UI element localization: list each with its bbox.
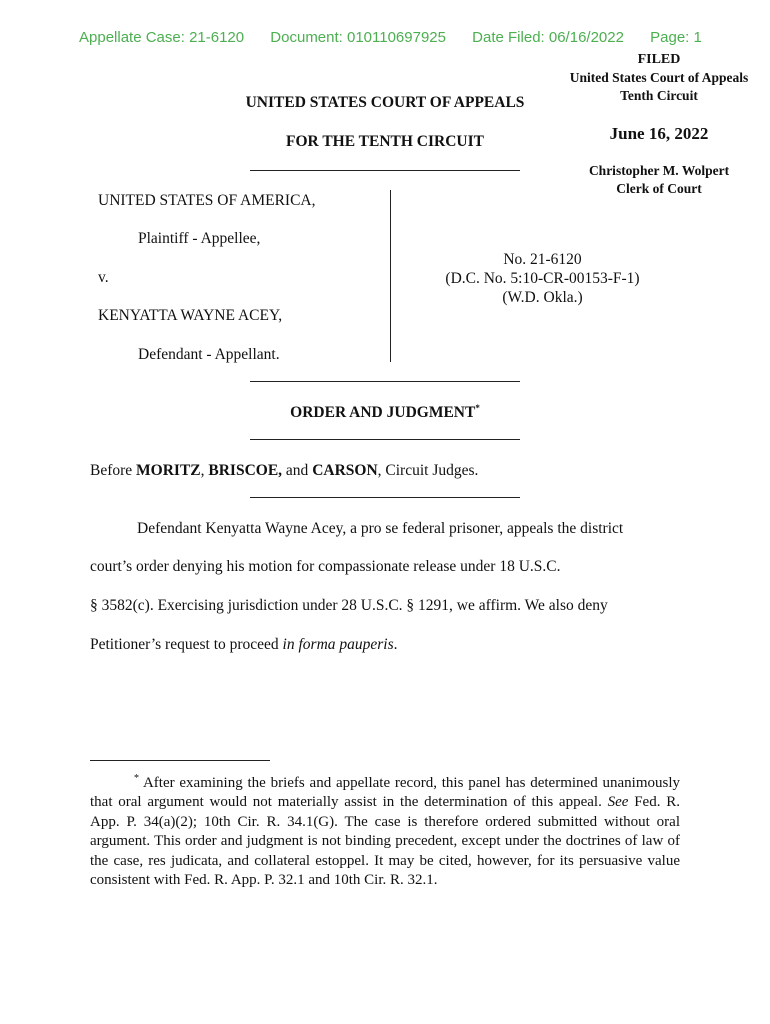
clerk-name: Christopher M. Wolpert [588, 163, 730, 178]
court-circuit: FOR THE TENTH CIRCUIT [286, 133, 484, 150]
footnote-marker: * [134, 773, 139, 784]
district-case-number: (D.C. No. 5:10-CR-00153-F-1) [445, 270, 640, 287]
defendant-name: KENYATTA WAYNE ACEY, [98, 307, 283, 324]
footnote-text-a: After examining the briefs and appellate record, this panel has determined unanimously that oral argument would not materially assist in the determination of this appeal. [90, 775, 680, 811]
footnote-rule [90, 760, 270, 761]
panel-before: Before [90, 462, 137, 479]
clerk-title: Clerk of Court [616, 181, 702, 196]
document-title-text: ORDER AND JUDGMENT [290, 404, 476, 422]
district-court: (W.D. Okla.) [502, 289, 583, 306]
filed-circuit: Tenth Circuit [620, 88, 698, 103]
body-line-3: § 3582(c). Exercising jurisdiction under 28 U.S.C. § 1291, we affirm. We also deny [90, 597, 608, 614]
body-line-4-text: Petitioner’s request to proceed [90, 636, 283, 653]
divider-rule [250, 381, 520, 382]
plaintiff-name: UNITED STATES OF AMERICA, [98, 192, 316, 209]
filed-court: United States Court of Appeals [569, 70, 749, 85]
stamp-date-filed: Date Filed: 06/16/2022 [472, 29, 624, 46]
filed-label: FILED [637, 52, 681, 67]
judge-briscoe: BRISCOE, [208, 462, 283, 479]
document-title [200, 403, 570, 422]
defendant-role: Defendant - Appellant. [138, 346, 280, 363]
panel-line [90, 462, 478, 480]
footnote-marker: * [475, 403, 480, 413]
panel-sep: , [200, 462, 209, 479]
filed-date: June 16, 2022 [609, 124, 709, 143]
court-name: UNITED STATES COURT OF APPEALS [245, 94, 525, 111]
versus: v. [98, 269, 109, 286]
divider-rule [250, 497, 520, 498]
filing-stamp-bar [79, 29, 724, 46]
stamp-case-number: Appellate Case: 21-6120 [79, 29, 245, 46]
divider-rule [250, 170, 520, 171]
stamp-document-number: Document: 010110697925 [270, 29, 446, 46]
body-line-1: Defendant Kenyatta Wayne Acey, a pro se federal prisoner, appeals the district [137, 520, 624, 537]
panel-suffix: , Circuit Judges. [377, 462, 479, 479]
body-line-4 [90, 636, 398, 654]
judge-carson: CARSON [312, 462, 378, 479]
caption-divider [390, 190, 391, 362]
footnote-text-b: Fed. R. App. P. 34(a)(2); 10th Cir. R. 34.1(G). The case is therefore ordered submitted without oral argument. This order and judgment is not binding precedent, except under the doctrines of law of the case, res judicata, and collateral estoppel. It may be cited, however, for its persuasive value consistent with Fed. R. App. P. 32.1 and 10th Cir. R. 32.1. [90, 794, 680, 889]
body-line-4-end: . [393, 636, 398, 653]
footnote-see: See [607, 794, 629, 811]
case-number: No. 21-6120 [503, 251, 582, 268]
panel-and: and [282, 462, 313, 479]
stamp-page-number: Page: 1 [650, 29, 702, 46]
judge-moritz: MORITZ [136, 462, 201, 479]
body-line-2: court’s order denying his motion for compassionate release under 18 U.S.C. [90, 558, 561, 575]
ifp-phrase: in forma pauperis [282, 636, 394, 653]
plaintiff-role: Plaintiff - Appellee, [138, 230, 261, 247]
divider-rule [250, 439, 520, 440]
footnote [90, 769, 680, 890]
